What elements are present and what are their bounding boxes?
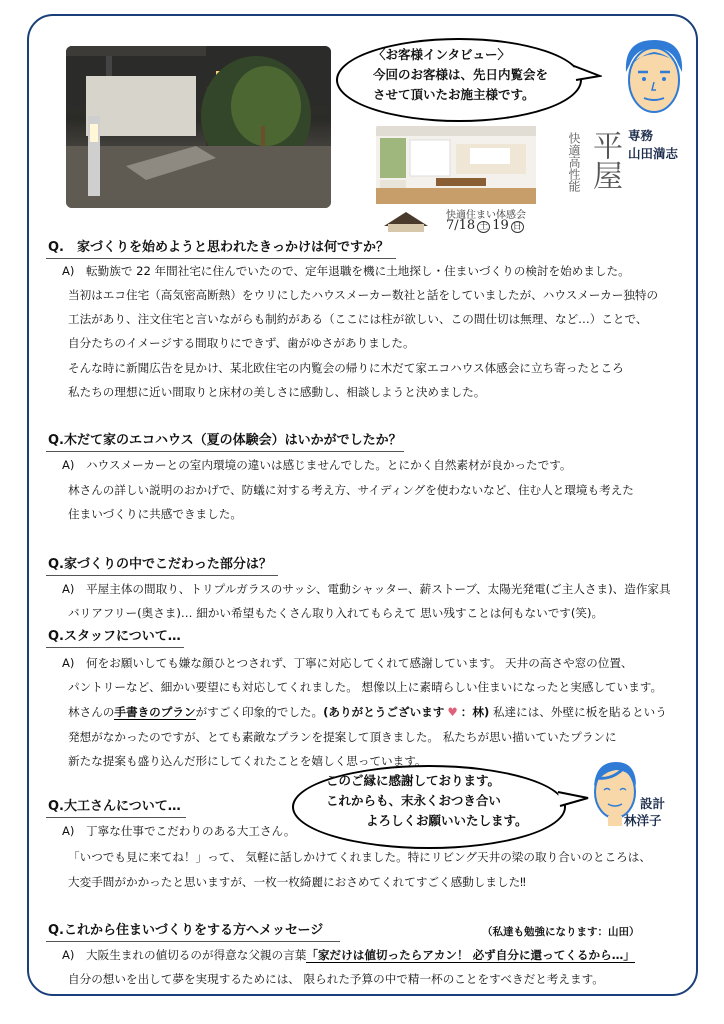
- staff-yamada-role: 専務: [628, 128, 654, 143]
- question-1-underline: [46, 258, 396, 259]
- answer-2-line-3: 住まいづくりに共感できました。: [68, 507, 242, 521]
- flyer-dow-1: 土: [479, 222, 489, 232]
- question-6-underline: [46, 941, 340, 942]
- answer-6-line-1: [62, 944, 635, 967]
- flyer-event-name: 快適住まい体感会: [446, 210, 526, 221]
- intro-bubble-tail: [572, 62, 602, 86]
- handwritten-plan-emphasis: 手書きのプラン: [114, 705, 196, 719]
- answer-2-line-2: 林さんの詳しい説明のおかげで、防蟻に対する考え方、サイディングを使わないなど、住む人と環境も考えた: [68, 483, 634, 497]
- question-6-note: （私達も勉強になります：山田）: [482, 926, 640, 938]
- answer-4-line-2: パントリーなど、細かい要望にも対応してくれました。 想像以上に素晴らしい住まいになったと実感しています。: [68, 680, 663, 694]
- question-4-underline: [46, 647, 184, 648]
- answer-5-line-2: 「いつでも見に来てね！」って、 気軽に話しかけてくれました。特にリビング天井の梁の取り合いのところは、: [68, 850, 651, 864]
- question-4: Q.スタッフについて…: [48, 629, 181, 644]
- answer-1-line-1: A) 転勤族で 22 年間社宅に住んでいたので、定年退職を機に土地探し・住まいづくりの検討を始めました。: [62, 264, 630, 278]
- flyer-dates: [446, 218, 526, 233]
- intro-line-2: 今回のお客様は、先日内覧会を: [373, 67, 549, 82]
- question-6: Q.これから住まいづくりをする方へメッセージ: [48, 923, 324, 938]
- answer-4-line-3-post: 私達には、外壁に板を貼るという: [489, 705, 667, 719]
- staff-hayashi-bubble-tail: [556, 788, 590, 812]
- staff-yamada-avatar: [620, 36, 688, 122]
- staff-hayashi-role: 設計: [640, 796, 666, 811]
- answer-4-line-3: [68, 701, 667, 724]
- intro-line-1: 〈お客様インタビュー〉: [373, 47, 511, 62]
- answer-2-line-1: A) ハウスメーカーとの室内環境の違いは感じませんでした。とにかく自然素材が良かったです。: [62, 458, 572, 472]
- answer-4-line-4: 発想がなかったのですが、とても素敵なプランを提案して頂きました。 私たちが思い描いていたプランに: [68, 730, 617, 744]
- question-2-underline: [46, 451, 404, 452]
- answer-3-line-1: A) 平屋主体の間取り、トリプルガラスのサッシ、電動シャッター、薪ストーブ、太陽光発電(ご主人さま)、造作家具: [62, 582, 671, 596]
- flyer-dow-2: 日: [512, 222, 522, 232]
- flyer-vertical-sub: 快適高性能: [567, 132, 581, 192]
- staff-hayashi-line-2: これからも、末永くおつき合い: [326, 793, 501, 808]
- answer-5-line-3: 大変手間がかかったと思いますが、一枚一枚綺麗におさめてくれてすごく感動しました‼: [68, 875, 526, 889]
- event-flyer-image: [376, 126, 626, 236]
- answer-1-line-6: 私たちの理想に近い間取りと床材の美しさに感動し、相談しようと決めました。: [68, 385, 486, 399]
- question-3: Q.家づくりの中でこだわった部分は？: [48, 557, 272, 572]
- heart-icon: ♥: [447, 705, 458, 719]
- answer-1-line-5: そんな時に新聞広告を見かけ、某北欧住宅の内覧会の帰りに木だて家エコハウス体感会に立ち寄ったところ: [68, 361, 624, 375]
- question-5: Q.大工さんについて…: [48, 799, 181, 814]
- answer-1-line-3: 工法があり、注文住宅と言いながらも制約がある（ここには柱が欲しい、この間仕切は無理、など…）ことで、: [68, 312, 648, 326]
- question-5-underline: [46, 817, 186, 818]
- answer-5-line-1: A) 丁寧な仕事でこだわりのある大工さん。: [62, 824, 296, 838]
- staff-yamada-name: 山田満志: [628, 146, 679, 161]
- answer-1-line-4: 自分たちのイメージする間取りにできず、歯がゆさがありました。: [68, 336, 415, 350]
- answer-4-line-1: A) 何をお願いしても嫌な顔ひとつされず、丁寧に対応してくれて感謝しています。 天井の高さや窓の位置、: [62, 656, 633, 670]
- flyer-vertical-title: 平屋: [587, 130, 622, 190]
- answer-4-line-5: 新たな提案も盛り込んだ形にしてくれたことを嬉しく思っています。: [68, 754, 427, 768]
- answer-4-line-3-pre: 林さんの: [68, 705, 115, 719]
- staff-hayashi-line-1: このご縁に感謝しております。: [326, 773, 501, 788]
- answer-6-line-1-pre: A) 大阪生まれの値切るのが得意な父親の言葉: [62, 948, 307, 962]
- answer-6-line-2: 自分の想いを出して夢を実現するためには、 限られた予算の中で精一杯のことをすべきだと考えます。: [68, 972, 604, 986]
- exterior-night-photo: [66, 46, 331, 208]
- flyer-date-2: 19: [492, 218, 509, 233]
- thanks-note-end: ：林): [460, 705, 490, 719]
- answer-4-line-3-mid: がすごく印象的でした。: [195, 705, 324, 719]
- intro-line-3: させて頂いたお施主様です。: [373, 87, 535, 102]
- question-3-underline: [46, 575, 278, 576]
- answer-3-line-2: バリアフリー(奥さま)… 細かい希望もたくさん取り入れてもらえて 思い残すことは何もないです(笑)。: [68, 606, 604, 620]
- flyer-date-1: 7/18: [446, 218, 476, 233]
- answer-1-line-2: 当初はエコ住宅（高気密高断熱）をウリにしたハウスメーカー数社と話をしていましたが、ハウスメーカー独特の: [68, 288, 659, 302]
- staff-hayashi-line-3: よろしくお願いいたします。: [366, 813, 528, 828]
- thanks-note: (ありがとうございます: [323, 705, 445, 719]
- staff-hayashi-name: 林洋子: [624, 813, 662, 828]
- father-quote-emphasis: 「家だけは値切ったらアカン！ 必ず自分に還ってくるから…」: [306, 948, 635, 962]
- question-1: Q. 家づくりを始めようと思われたきっかけは何ですか？: [48, 240, 389, 255]
- question-2: Q.木だて家のエコハウス（夏の体験会）はいかがでしたか？: [48, 433, 402, 448]
